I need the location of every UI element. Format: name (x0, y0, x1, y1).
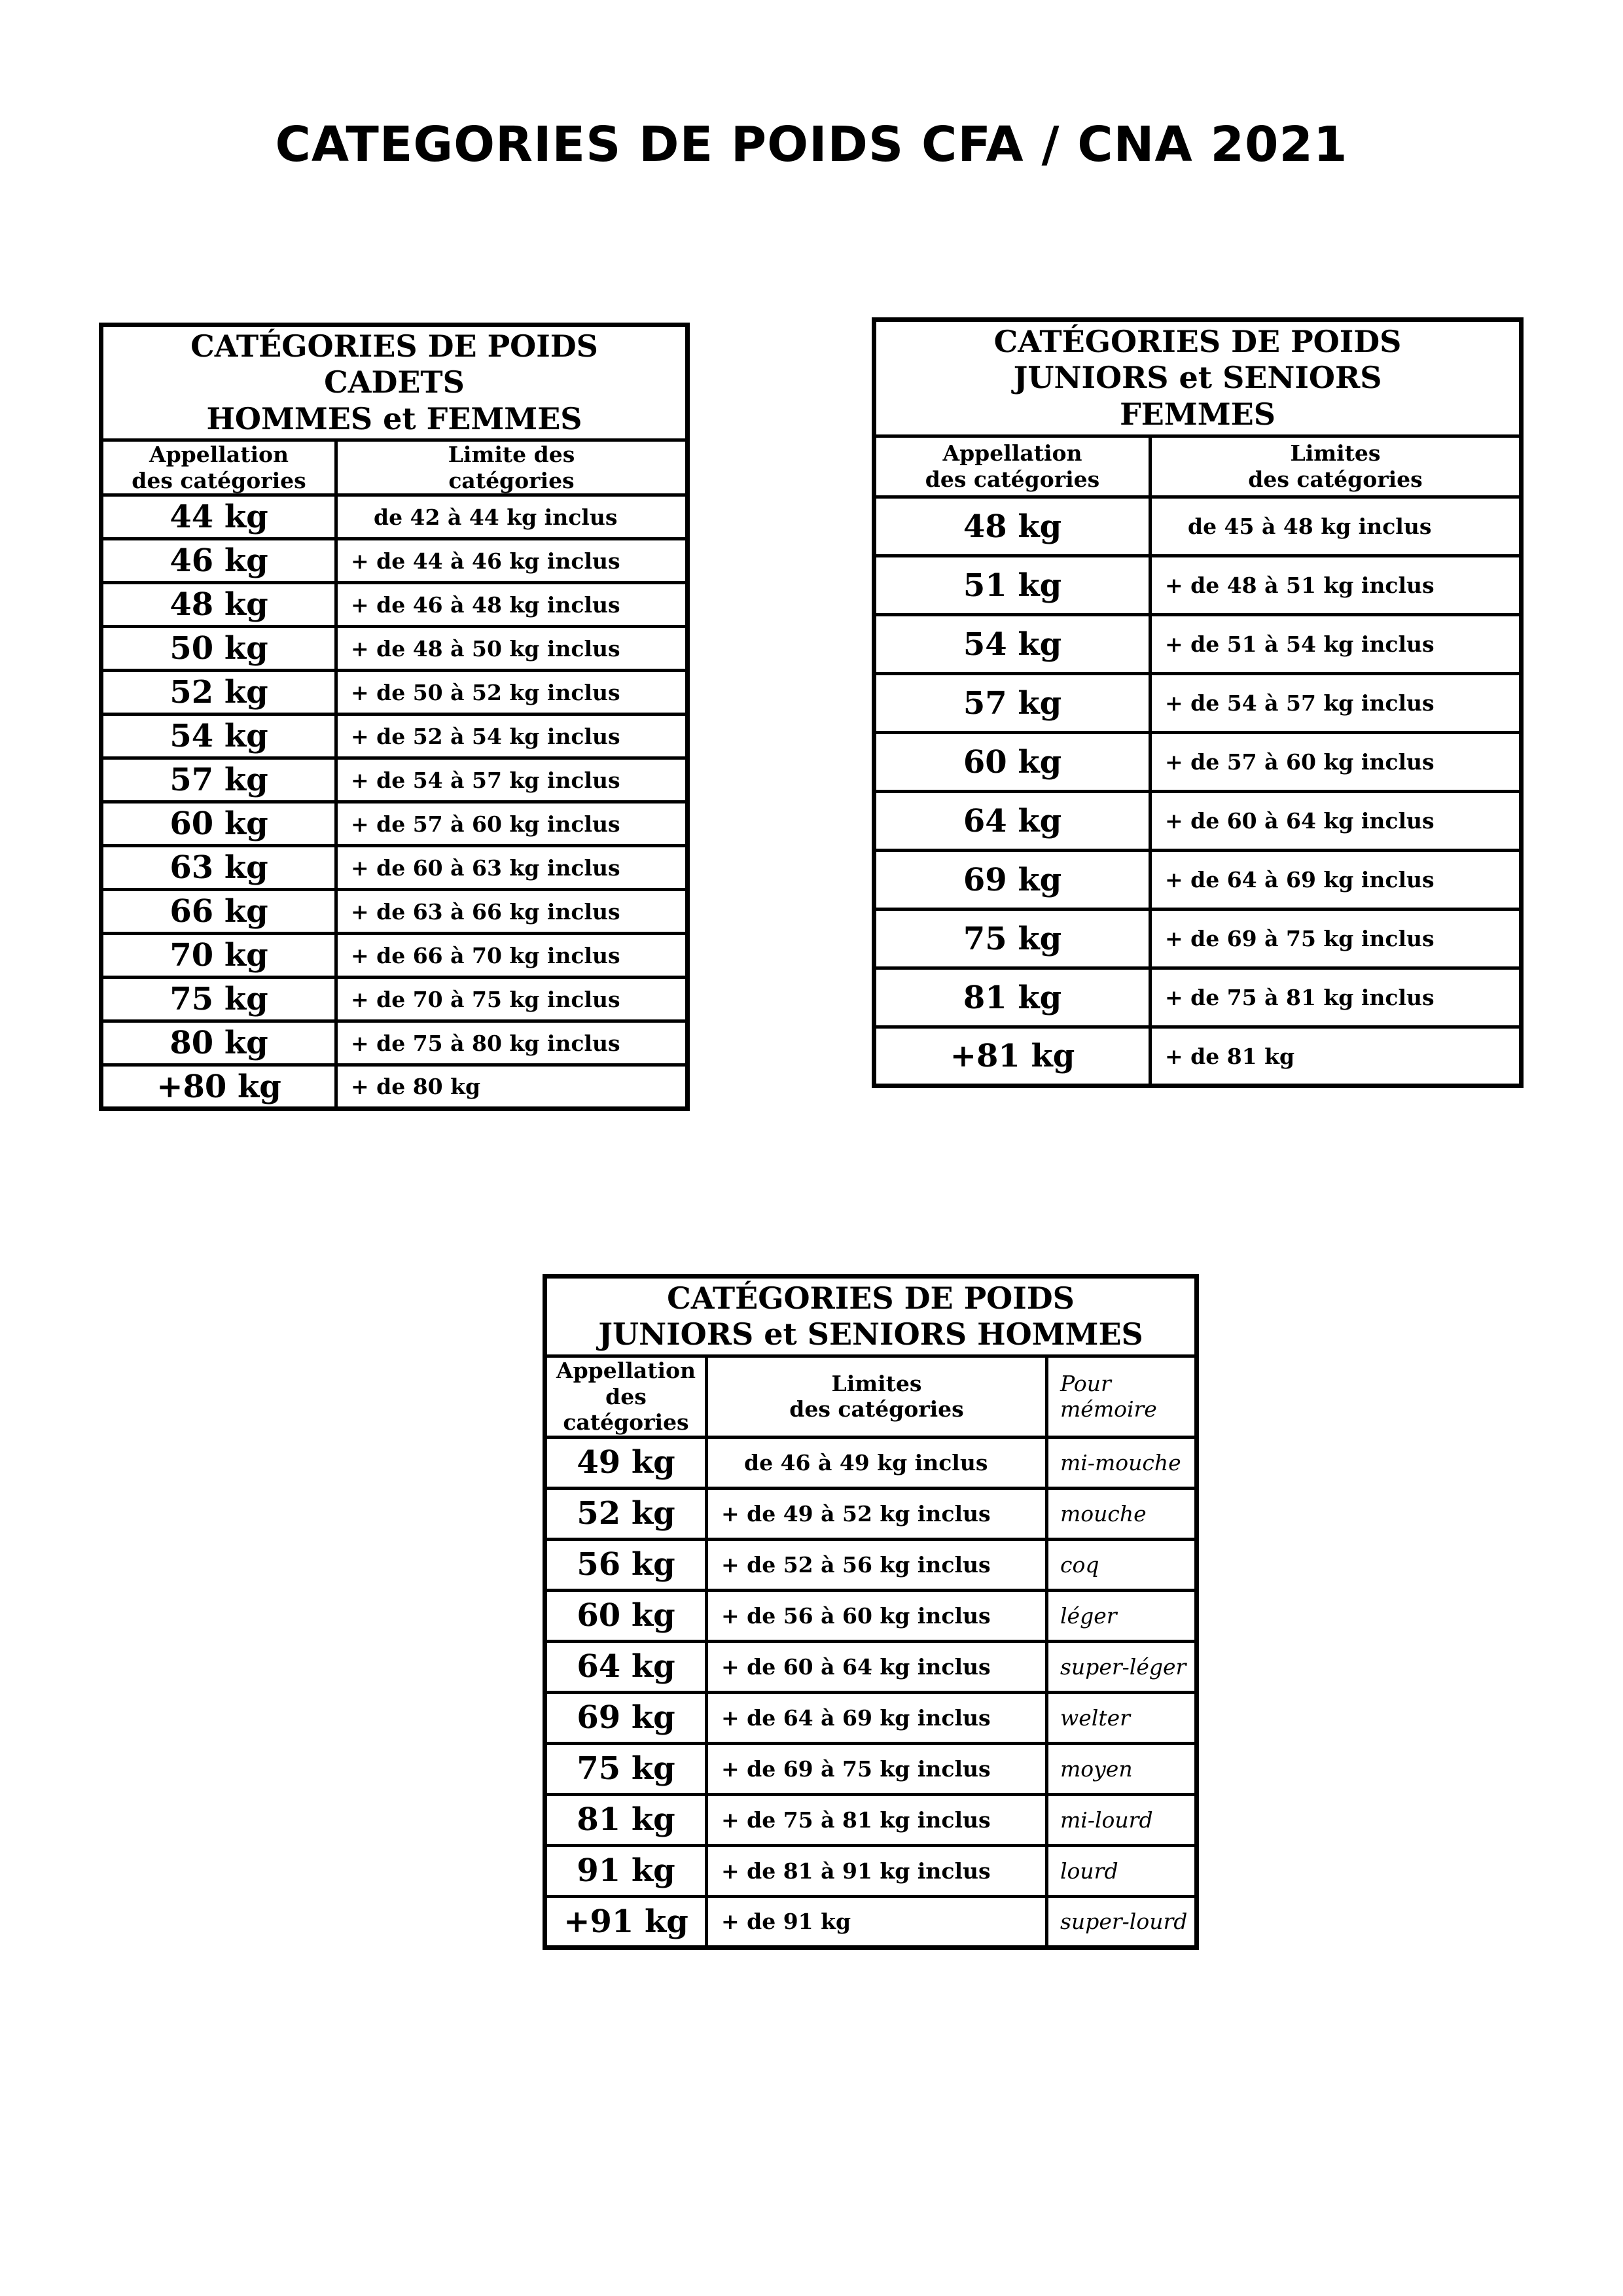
table-row (874, 968, 1522, 1027)
header-line: catégories (563, 1409, 689, 1436)
table-row (874, 733, 1522, 792)
table-row (101, 583, 688, 627)
header-line: Appellation (149, 442, 289, 467)
category-cell: +91 kg (545, 1896, 707, 1947)
category-cell: 63 kg (101, 846, 336, 890)
title-line: CATÉGORIES DE POIDS (667, 1280, 1075, 1316)
header-line: des (605, 1383, 647, 1409)
table-row (101, 1065, 688, 1109)
memo-cell: mi-mouche (1047, 1437, 1197, 1488)
memo-cell: welter (1047, 1692, 1197, 1743)
table-title (545, 1277, 1197, 1356)
category-cell: 60 kg (545, 1590, 707, 1641)
table-row (874, 910, 1522, 968)
header-line: Limite des (448, 442, 575, 467)
table-row (101, 978, 688, 1021)
column-header-limite (336, 440, 688, 495)
limit-cell: + de 91 kg (707, 1896, 1047, 1947)
category-cell: 57 kg (874, 674, 1150, 733)
category-cell: 60 kg (874, 733, 1150, 792)
table-body (874, 497, 1522, 1086)
category-cell: 60 kg (101, 802, 336, 846)
limit-cell: + de 54 à 57 kg inclus (336, 758, 688, 802)
table-row (101, 934, 688, 978)
header-line: des catégories (789, 1396, 964, 1422)
column-header-limites (707, 1356, 1047, 1438)
category-cell: +80 kg (101, 1065, 336, 1109)
column-header-appellation (874, 436, 1150, 497)
header-line: des catégories (925, 467, 1100, 492)
category-cell: 70 kg (101, 934, 336, 978)
table-row (101, 890, 688, 934)
hommes-weight-table (543, 1274, 1199, 1950)
table-row (101, 495, 688, 539)
title-line: CATÉGORIES DE POIDS (190, 328, 598, 364)
title-line: HOMMES et FEMMES (206, 400, 582, 436)
limit-cell: + de 48 à 50 kg inclus (336, 627, 688, 671)
category-cell: 75 kg (101, 978, 336, 1021)
limit-cell: + de 75 à 81 kg inclus (707, 1794, 1047, 1845)
limit-cell: + de 70 à 75 kg inclus (336, 978, 688, 1021)
category-cell: 69 kg (874, 851, 1150, 910)
category-cell: 81 kg (874, 968, 1150, 1027)
table-row (101, 802, 688, 846)
limit-cell: + de 60 à 63 kg inclus (336, 846, 688, 890)
column-header-appellation (545, 1356, 707, 1438)
category-cell: 52 kg (545, 1488, 707, 1539)
table-row (874, 497, 1522, 556)
limit-cell: + de 57 à 60 kg inclus (336, 802, 688, 846)
limit-cell: + de 81 à 91 kg inclus (707, 1845, 1047, 1896)
category-cell: 50 kg (101, 627, 336, 671)
cadets-weight-table (99, 323, 690, 1111)
table-row (101, 758, 688, 802)
memo-cell: coq (1047, 1539, 1197, 1590)
category-cell: 52 kg (101, 671, 336, 715)
table-row (874, 674, 1522, 733)
limit-cell: + de 75 à 81 kg inclus (1150, 968, 1522, 1027)
table-row (874, 851, 1522, 910)
limit-cell: + de 69 à 75 kg inclus (707, 1743, 1047, 1794)
memo-cell: super-lourd (1047, 1896, 1197, 1947)
memo-cell: mi-lourd (1047, 1794, 1197, 1845)
memo-cell: super-léger (1047, 1641, 1197, 1692)
limit-cell: + de 57 à 60 kg inclus (1150, 733, 1522, 792)
limit-cell: + de 49 à 52 kg inclus (707, 1488, 1047, 1539)
table-row (874, 556, 1522, 615)
table-body (545, 1437, 1197, 1947)
header-line: des catégories (1248, 467, 1423, 492)
header-line: Appellation (942, 440, 1082, 467)
limit-cell: + de 64 à 69 kg inclus (707, 1692, 1047, 1743)
limit-cell: + de 46 à 48 kg inclus (336, 583, 688, 627)
table-row (874, 615, 1522, 674)
header-line: Limites (1290, 440, 1381, 467)
category-cell: 48 kg (874, 497, 1150, 556)
category-cell: 57 kg (101, 758, 336, 802)
limit-cell: + de 56 à 60 kg inclus (707, 1590, 1047, 1641)
header-line: mémoire (1060, 1396, 1157, 1422)
column-header-limites (1150, 436, 1522, 497)
table-row (101, 671, 688, 715)
table-row (545, 1590, 1197, 1641)
category-cell: 51 kg (874, 556, 1150, 615)
category-cell: 80 kg (101, 1021, 336, 1065)
category-cell: 75 kg (874, 910, 1150, 968)
table-row (101, 715, 688, 758)
table-row (545, 1641, 1197, 1692)
table-row (874, 1027, 1522, 1086)
title-line: JUNIORS et SENIORS (1013, 360, 1382, 396)
limit-cell: de 46 à 49 kg inclus (707, 1437, 1047, 1488)
limit-cell: + de 50 à 52 kg inclus (336, 671, 688, 715)
table-row (101, 1021, 688, 1065)
femmes-weight-table (872, 317, 1524, 1088)
category-cell: 54 kg (101, 715, 336, 758)
category-cell: 56 kg (545, 1539, 707, 1590)
limit-cell: + de 81 kg (1150, 1027, 1522, 1086)
category-cell: +81 kg (874, 1027, 1150, 1086)
limit-cell: + de 60 à 64 kg inclus (1150, 792, 1522, 851)
memo-cell: léger (1047, 1590, 1197, 1641)
category-cell: 91 kg (545, 1845, 707, 1896)
header-line: des catégories (132, 467, 306, 493)
category-cell: 48 kg (101, 583, 336, 627)
category-cell: 44 kg (101, 495, 336, 539)
table-title (874, 320, 1522, 436)
table-title (101, 325, 688, 440)
table-row (101, 627, 688, 671)
table-row (545, 1794, 1197, 1845)
title-line: CADETS (324, 364, 465, 400)
category-cell: 49 kg (545, 1437, 707, 1488)
table-row (545, 1743, 1197, 1794)
column-header-appellation (101, 440, 336, 495)
limit-cell: + de 63 à 66 kg inclus (336, 890, 688, 934)
table-row (874, 792, 1522, 851)
memo-cell: lourd (1047, 1845, 1197, 1896)
title-line: CATÉGORIES DE POIDS (993, 324, 1402, 360)
header-line: catégories (448, 467, 575, 493)
table-body (101, 495, 688, 1109)
limit-cell: + de 69 à 75 kg inclus (1150, 910, 1522, 968)
category-cell: 64 kg (545, 1641, 707, 1692)
limit-cell: + de 80 kg (336, 1065, 688, 1109)
header-line: Pour (1060, 1370, 1111, 1396)
memo-cell: mouche (1047, 1488, 1197, 1539)
table-row (545, 1845, 1197, 1896)
memo-cell: moyen (1047, 1743, 1197, 1794)
limit-cell: + de 60 à 64 kg inclus (707, 1641, 1047, 1692)
limit-cell: + de 52 à 56 kg inclus (707, 1539, 1047, 1590)
limit-cell: + de 48 à 51 kg inclus (1150, 556, 1522, 615)
title-line: JUNIORS et SENIORS HOMMES (598, 1316, 1143, 1352)
table-row (545, 1488, 1197, 1539)
header-line: Limites (831, 1370, 922, 1396)
header-line: Appellation (556, 1358, 696, 1383)
limit-cell: + de 44 à 46 kg inclus (336, 539, 688, 583)
limit-cell: de 42 à 44 kg inclus (336, 495, 688, 539)
category-cell: 81 kg (545, 1794, 707, 1845)
category-cell: 75 kg (545, 1743, 707, 1794)
limit-cell: de 45 à 48 kg inclus (1150, 497, 1522, 556)
category-cell: 54 kg (874, 615, 1150, 674)
category-cell: 64 kg (874, 792, 1150, 851)
table-row (101, 539, 688, 583)
limit-cell: + de 66 à 70 kg inclus (336, 934, 688, 978)
limit-cell: + de 52 à 54 kg inclus (336, 715, 688, 758)
table-row (545, 1692, 1197, 1743)
title-line: FEMMES (1120, 396, 1275, 432)
table-row (101, 846, 688, 890)
category-cell: 69 kg (545, 1692, 707, 1743)
category-cell: 66 kg (101, 890, 336, 934)
limit-cell: + de 54 à 57 kg inclus (1150, 674, 1522, 733)
limit-cell: + de 75 à 80 kg inclus (336, 1021, 688, 1065)
table-row (545, 1437, 1197, 1488)
document-title: CATEGORIES DE POIDS CFA / CNA 2021 (275, 116, 1348, 173)
column-header-pour-memoire (1047, 1356, 1197, 1438)
table-row (545, 1896, 1197, 1947)
limit-cell: + de 51 à 54 kg inclus (1150, 615, 1522, 674)
table-row (545, 1539, 1197, 1590)
limit-cell: + de 64 à 69 kg inclus (1150, 851, 1522, 910)
category-cell: 46 kg (101, 539, 336, 583)
